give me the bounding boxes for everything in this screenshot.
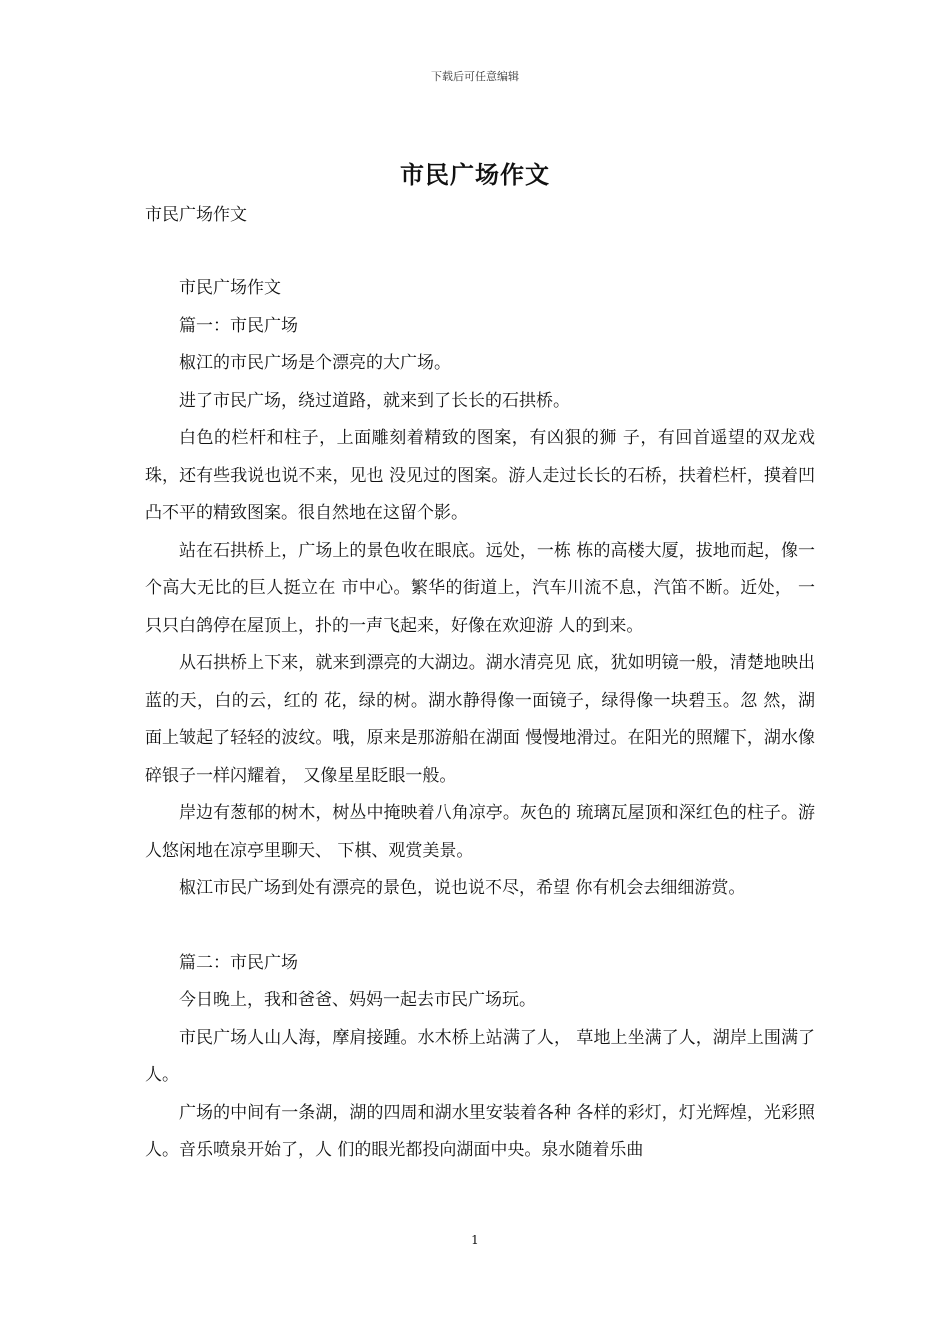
paragraph: 站在石拱桥上，广场上的景色收在眼底。远处，一栋 栋的高楼大厦，拔地而起，像一个高大无比的巨人挺立在 市中心。繁华的街道上，汽车川流不息，汽笛不断。近处， 一只只白鸽停在屋顶上，扑的一声飞起来，好像在欢迎游 人的到来。 <box>145 540 815 636</box>
article-body <box>145 270 815 1170</box>
section-spacer <box>145 908 815 945</box>
paragraph: 广场的中间有一条湖，湖的四周和湖水里安装着各种 各样的彩灯，灯光辉煌，光彩照人。音乐喷泉开始了，人 们的眼光都投向湖面中央。泉水随着乐曲 <box>145 1102 815 1160</box>
paragraph: 进了市民广场，绕过道路，就来到了长长的石拱桥。 <box>179 390 570 411</box>
paragraph: 市民广场作文 <box>179 278 281 298</box>
paragraph: 市民广场人山人海，摩肩接踵。水木桥上站满了人， 草地上坐满了人，湖岸上围满了人。 <box>145 1027 815 1085</box>
page-title: 市民广场作文 <box>400 160 550 189</box>
section-heading: 篇一：市民广场 <box>179 315 298 336</box>
paragraph: 椒江的市民广场是个漂亮的大广场。 <box>179 353 451 373</box>
paragraph: 白色的栏杆和柱子，上面雕刻着精致的图案，有凶狠的狮 子，有回首遥望的双龙戏珠，还有些我说也说不来，见也 没见过的图案。游人走过长长的石桥，扶着栏杆，摸着凹 凸不平的精致图案。很自然地在这留个影。 <box>145 428 815 523</box>
page-number: 1 <box>471 1233 479 1247</box>
paragraph: 椒江市民广场到处有漂亮的景色，说也说不尽，希望 你有机会去细细游赏。 <box>179 878 746 898</box>
paragraph: 从石拱桥上下来，就来到漂亮的大湖边。湖水清亮见 底，犹如明镜一般，清楚地映出蓝的天，白的云，红的 花，绿的树。湖水静得像一面镜子，绿得像一块碧玉。忽 然，湖面上皱起了轻轻的波纹。哦，原来是那游船在湖面 慢慢地滑过。在阳光的照耀下，湖水像碎银子一样闪耀着， 又像星星眨眼一般。 <box>145 653 815 786</box>
paragraph: 今日晚上，我和爸爸、妈妈一起去市民广场玩。 <box>179 990 536 1010</box>
paragraph: 岸边有葱郁的树木，树丛中掩映着八角凉亭。灰色的 琉璃瓦屋顶和深红色的柱子。游人悠闲地在凉亭里聊天、 下棋、观赏美景。 <box>145 803 815 861</box>
section-heading: 篇二：市民广场 <box>179 952 298 973</box>
header-note: 下载后可任意编辑 <box>431 70 519 83</box>
subtitle: 市民广场作文 <box>145 205 247 225</box>
